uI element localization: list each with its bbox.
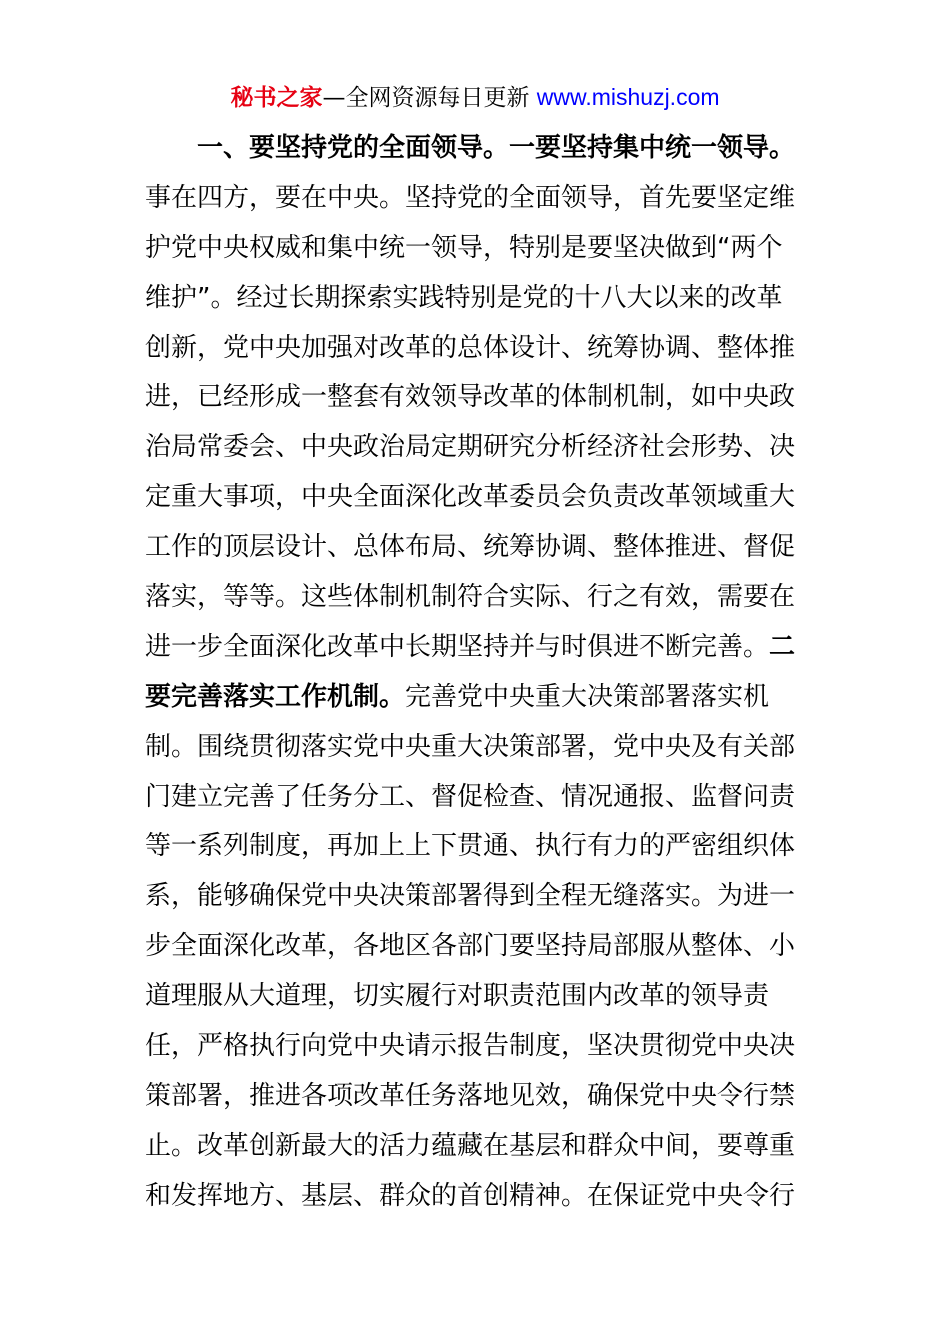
site-slogan: —全网资源每日更新 [322, 85, 537, 111]
text-line [145, 922, 810, 972]
bold-text-run: 要完善落实工作机制。 [145, 681, 406, 712]
text-run: 步全面深化改革，各地区各部门要坚持局部服从整体、小 [145, 931, 796, 962]
text-run: 定重大事项，中央全面深化改革委员会负责改革领域重大 [145, 482, 796, 513]
text-line [145, 673, 810, 723]
text-line [145, 1172, 810, 1222]
text-run: 创新，党中央加强对改革的总体设计、统筹协调、整体推 [145, 332, 796, 363]
site-brand: 秘书之家 [230, 85, 323, 111]
text-run: 策部署，推进各项改革任务落地见效，确保党中央令行禁 [145, 1080, 796, 1111]
text-line [145, 174, 810, 224]
text-line [145, 623, 810, 673]
site-header [0, 80, 950, 115]
text-line [145, 274, 810, 324]
text-run: 完善党中央重大决策部署落实机 [405, 681, 770, 712]
text-run: 护党中央权威和集中统一领导，特别是要坚决做到“两个 [145, 232, 783, 263]
text-line [145, 523, 810, 573]
text-run: 维护”。经过长期探索实践特别是党的十八大以来的改革 [145, 282, 783, 313]
text-run: 门建立完善了任务分工、督促检查、情况通报、监督问责 [145, 781, 796, 812]
text-run: 工作的顶层设计、总体布局、统筹协调、整体推进、督促 [145, 532, 796, 563]
text-run: 进，已经形成一整套有效领导改革的体制机制，如中央政 [145, 382, 796, 413]
text-line [145, 124, 810, 174]
text-line [145, 1122, 810, 1172]
bold-text-run: 二 [769, 631, 796, 662]
text-line [145, 822, 810, 872]
text-run: 治局常委会、中央政治局定期研究分析经济社会形势、决 [145, 432, 796, 463]
text-line [145, 1072, 810, 1122]
text-line [145, 423, 810, 473]
text-line [145, 324, 810, 374]
text-line [145, 972, 810, 1022]
text-run: 进一步全面深化改革中长期坚持并与时俱进不断完善。 [145, 631, 770, 662]
text-line [145, 773, 810, 823]
bold-text-run: 一、要坚持党的全面领导。一要坚持集中统一领导。 [197, 133, 796, 163]
text-run: 任，严格执行向党中央请示报告制度，坚决贯彻党中央决 [145, 1031, 796, 1062]
text-run: 制。围绕贯彻落实党中央重大决策部署，党中央及有关部 [145, 731, 796, 762]
text-line [145, 723, 810, 773]
text-run: 道理服从大道理，切实履行对职责范围内改革的领导责 [145, 981, 770, 1012]
text-run: 事在四方，要在中央。坚持党的全面领导，首先要坚定维 [145, 182, 796, 213]
text-run: 落实，等等。这些体制机制符合实际、行之有效，需要在 [145, 582, 796, 613]
text-line [145, 573, 810, 623]
document-body [145, 124, 810, 1222]
text-run: 系，能够确保党中央决策部署得到全程无缝落实。为进一 [145, 881, 796, 912]
site-url-link[interactable]: www.mishuzj.com [536, 84, 720, 110]
text-line [145, 872, 810, 922]
text-run: 等一系列制度，再加上上下贯通、执行有力的严密组织体 [145, 831, 796, 862]
text-line [145, 373, 810, 423]
text-line [145, 473, 810, 523]
text-run: 和发挥地方、基层、群众的首创精神。在保证党中央令行 [145, 1180, 796, 1211]
text-line [145, 224, 810, 274]
text-line [145, 1022, 810, 1072]
text-run: 止。改革创新最大的活力蕴藏在基层和群众中间，要尊重 [145, 1130, 796, 1161]
